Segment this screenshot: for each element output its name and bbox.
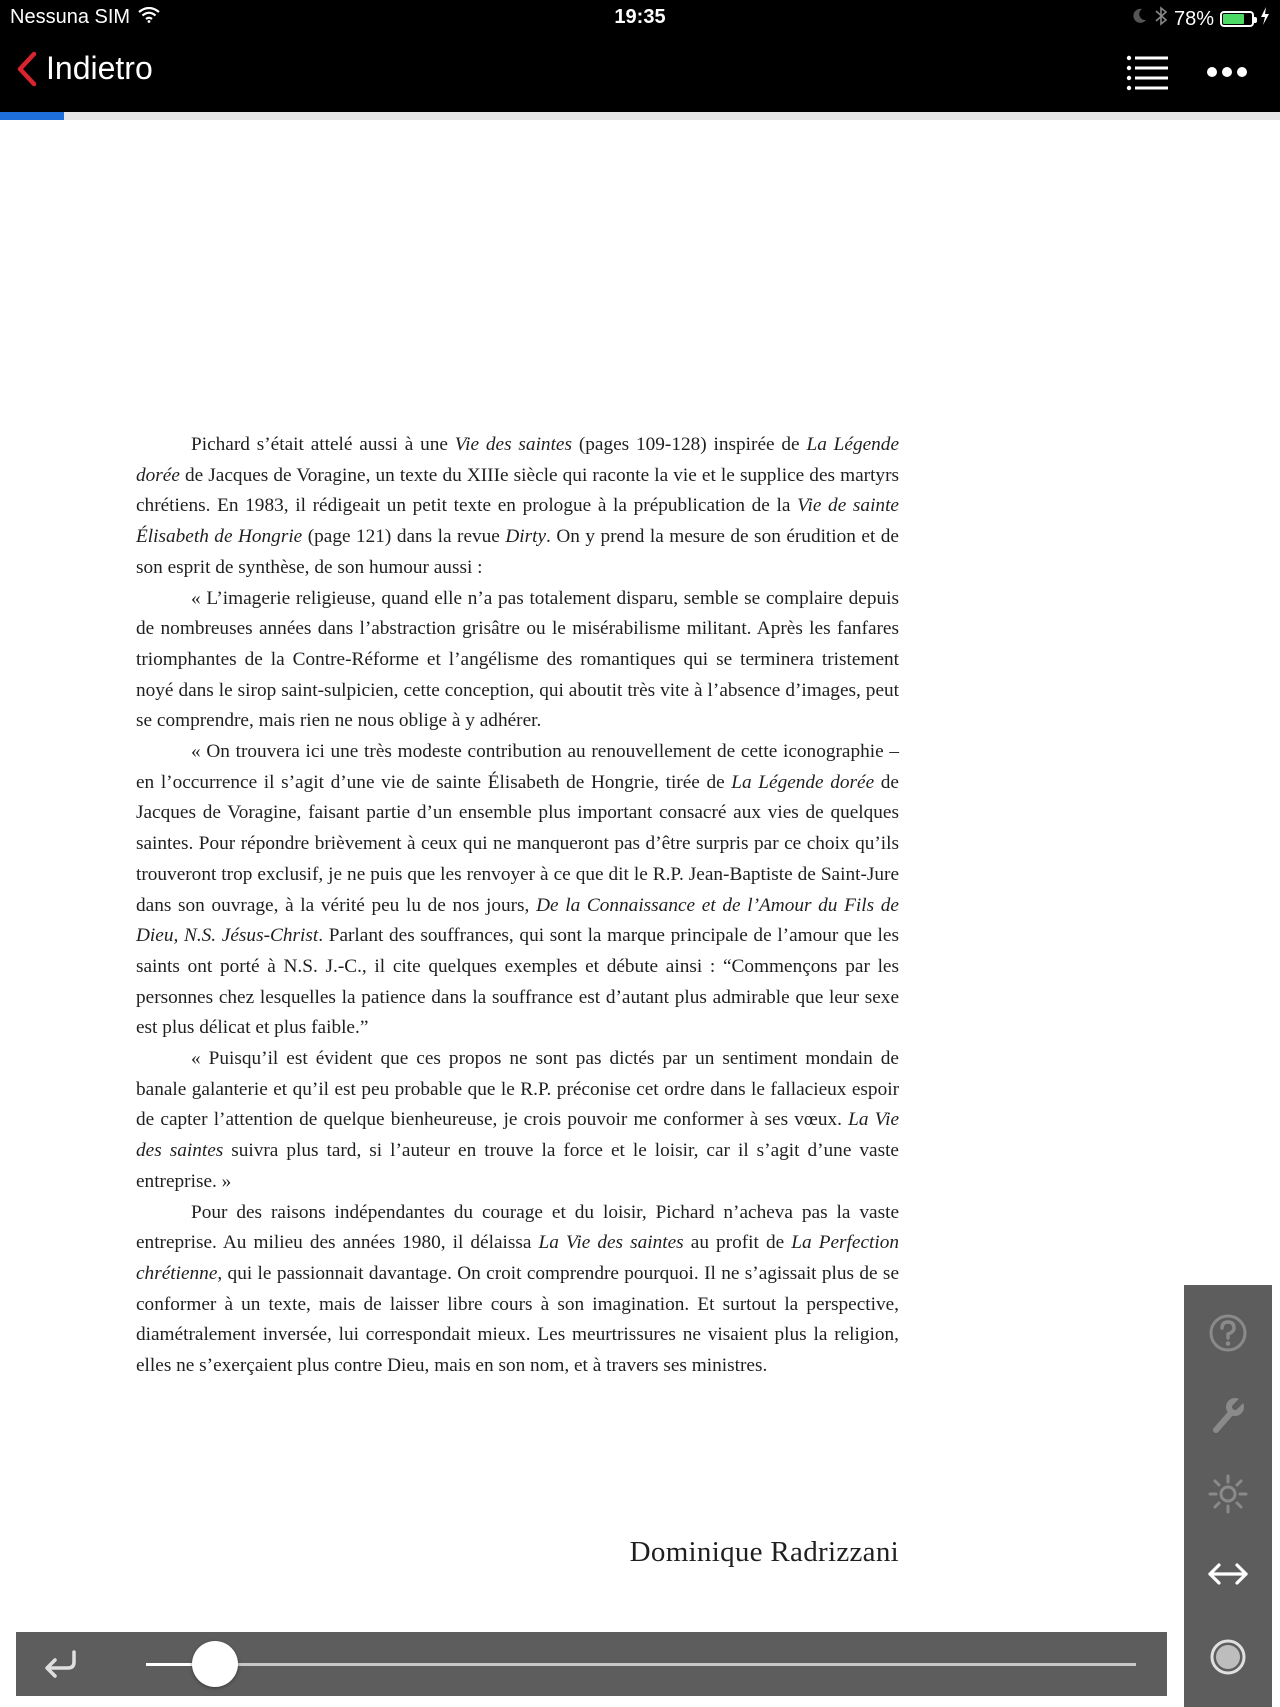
text-run: « On trouvera ici une très modeste contribution au renouvellement de cette iconographie – en l’occurrence il s’agit d’une vie de sainte Élisabeth de Hongrie, tirée de bbox=[136, 741, 899, 793]
side-toolbar bbox=[1184, 1285, 1272, 1707]
paragraph bbox=[136, 430, 899, 584]
text-run: (page 121) dans la revue bbox=[302, 526, 506, 548]
italic-title: La Légende dorée bbox=[136, 434, 899, 486]
italic-title: Vie de sainte Élisabeth de Hongrie bbox=[136, 495, 899, 548]
back-label: Indietro bbox=[46, 50, 153, 86]
text-run: . Parlant des souffrances, qui sont la marque principale de l’amour que les saints ont porté à N.S. J.-C., il cite quelques exemples et débute ainsi : “Commençons par les personnes chez lesquelles la patience dans la souffrance est d’autant plus admirable que leur sexe est plus délicat et plus faible.” bbox=[136, 925, 899, 1039]
author-signature: Dominique Radrizzani bbox=[629, 1536, 899, 1568]
record-icon bbox=[1208, 1637, 1248, 1677]
italic-title: Vie des saintes bbox=[454, 434, 572, 455]
text-run: (pages 109-128) inspirée de bbox=[572, 434, 807, 455]
list-icon[interactable] bbox=[1126, 54, 1168, 92]
page-slider-thumb[interactable] bbox=[192, 1641, 238, 1687]
settings-button[interactable] bbox=[1184, 1379, 1272, 1449]
battery-level bbox=[1223, 14, 1244, 24]
text-run: suivra plus tard, si l’auteur en trouve la force et le loisir, car il s’agit d’une vaste entreprise. » bbox=[136, 1140, 899, 1192]
text-run: de Jacques de Voragine, faisant partie d’un ensemble plus important consacré aux vies de quelques saintes. Pour répondre brièvement à ceux qui ne manqueront pas d’être surpris par ce choix qu’ils trouveront trop exclusif, je ne puis que les renvoyer à ce que dit le R.P. Jean-Baptiste de Saint-Jure dans son ouvrage, à la vérité peu lu de nos jours, bbox=[136, 771, 899, 916]
paragraph bbox=[136, 737, 899, 1044]
italic-title: La Perfection chrétienne bbox=[136, 1232, 900, 1284]
text-run: au profit de bbox=[683, 1232, 792, 1254]
brightness-icon bbox=[1208, 1474, 1248, 1514]
fit-width-button[interactable] bbox=[1184, 1539, 1272, 1609]
more-icon[interactable] bbox=[1206, 60, 1248, 84]
charging-icon bbox=[1260, 7, 1270, 31]
status-time: 19:35 bbox=[614, 6, 666, 28]
carrier-label: Nessuna SIM bbox=[10, 6, 131, 28]
battery-icon bbox=[1220, 11, 1254, 27]
paragraph bbox=[136, 584, 899, 738]
paragraph bbox=[136, 1044, 899, 1198]
page-slider-track[interactable] bbox=[146, 1663, 1136, 1666]
text-run: « L’imagerie religieuse, quand elle n’a pas totalement disparu, semble se complaire depuis de nombreuses années dans l’abstraction grisâtre ou le misérabilisme militant. Après les fanfares triomphantes de la Contre-Réforme et l’angélisme des romantiques qui se terminera tristement noyé dans le sirop saint-sulpicien, cette conception, qui aboutit très vite à l’absence d’images, peut se comprendre, mais rien ne nous oblige à y adhérer. bbox=[136, 587, 899, 732]
record-button[interactable] bbox=[1184, 1622, 1272, 1692]
text-run: « Puisqu’il est évident que ces propos ne sont pas dictés par un sentiment mondain de banale galanterie et qu’il est peu probable que le R.P. préconise cet ordre dans le fallacieux espoir de capter l’attention de quelque bienheureuse, je crois pouvoir me conformer à ses vœux. bbox=[136, 1048, 899, 1131]
chevron-left-icon bbox=[16, 51, 38, 87]
document-body bbox=[136, 430, 899, 1382]
reading-progress-bar bbox=[0, 112, 1280, 120]
help-button[interactable] bbox=[1184, 1298, 1272, 1368]
bottom-toolbar bbox=[16, 1632, 1167, 1696]
help-icon bbox=[1208, 1313, 1248, 1353]
italic-title: La Légende dorée bbox=[731, 771, 875, 793]
bluetooth-icon bbox=[1154, 6, 1168, 32]
fit-width-icon bbox=[1206, 1559, 1250, 1589]
undo-icon[interactable] bbox=[40, 1646, 80, 1682]
italic-title: La Vie des saintes bbox=[538, 1232, 684, 1254]
battery-percent: 78% bbox=[1173, 7, 1214, 30]
moon-icon bbox=[1130, 7, 1148, 31]
paragraph bbox=[136, 1198, 899, 1382]
italic-title: La Vie des saintes bbox=[136, 1109, 899, 1162]
status-bar bbox=[0, 0, 1280, 36]
reading-progress-fill bbox=[0, 112, 64, 120]
text-run: , qui le passionnait davantage. On croit comprendre pourquoi. Il ne s’agissait plus de se conformer à un texte, mais de laisser libre cours à son imagination. Et surtout la perspective, diamétralement inversée, lui correspondait mieux. Les meurtrissures ne visaient plus la religion, elles ne s’exerçaient plus contre Dieu, mais en son nom, et à travers ses ministres. bbox=[136, 1262, 899, 1377]
text-run: Pichard s’était attelé aussi à une bbox=[191, 434, 455, 455]
text-run: Pour des raisons indépendantes du courage et du loisir, Pichard n’acheva pas la vaste entreprise. Au milieu des années 1980, il délaissa bbox=[136, 1201, 899, 1254]
text-run: . On y prend la mesure de son érudition et de son esprit de synthèse, de son humour aussi : bbox=[136, 526, 899, 578]
back-button[interactable] bbox=[16, 50, 153, 87]
italic-title: Dirty bbox=[505, 526, 547, 548]
italic-title: De la Connaissance et de l’Amour du Fils de Dieu, N.S. Jésus-Christ bbox=[136, 894, 899, 947]
navigation-bar bbox=[0, 36, 1280, 112]
brightness-button[interactable] bbox=[1184, 1459, 1272, 1529]
wrench-icon bbox=[1208, 1394, 1248, 1434]
status-right bbox=[1130, 6, 1270, 32]
text-run: de Jacques de Voragine, un texte du XIIIe siècle qui raconte la vie et le supplice des martyrs chrétiens. En 1983, il rédigeait un petit texte en prologue à la prépublication de la bbox=[136, 464, 899, 517]
